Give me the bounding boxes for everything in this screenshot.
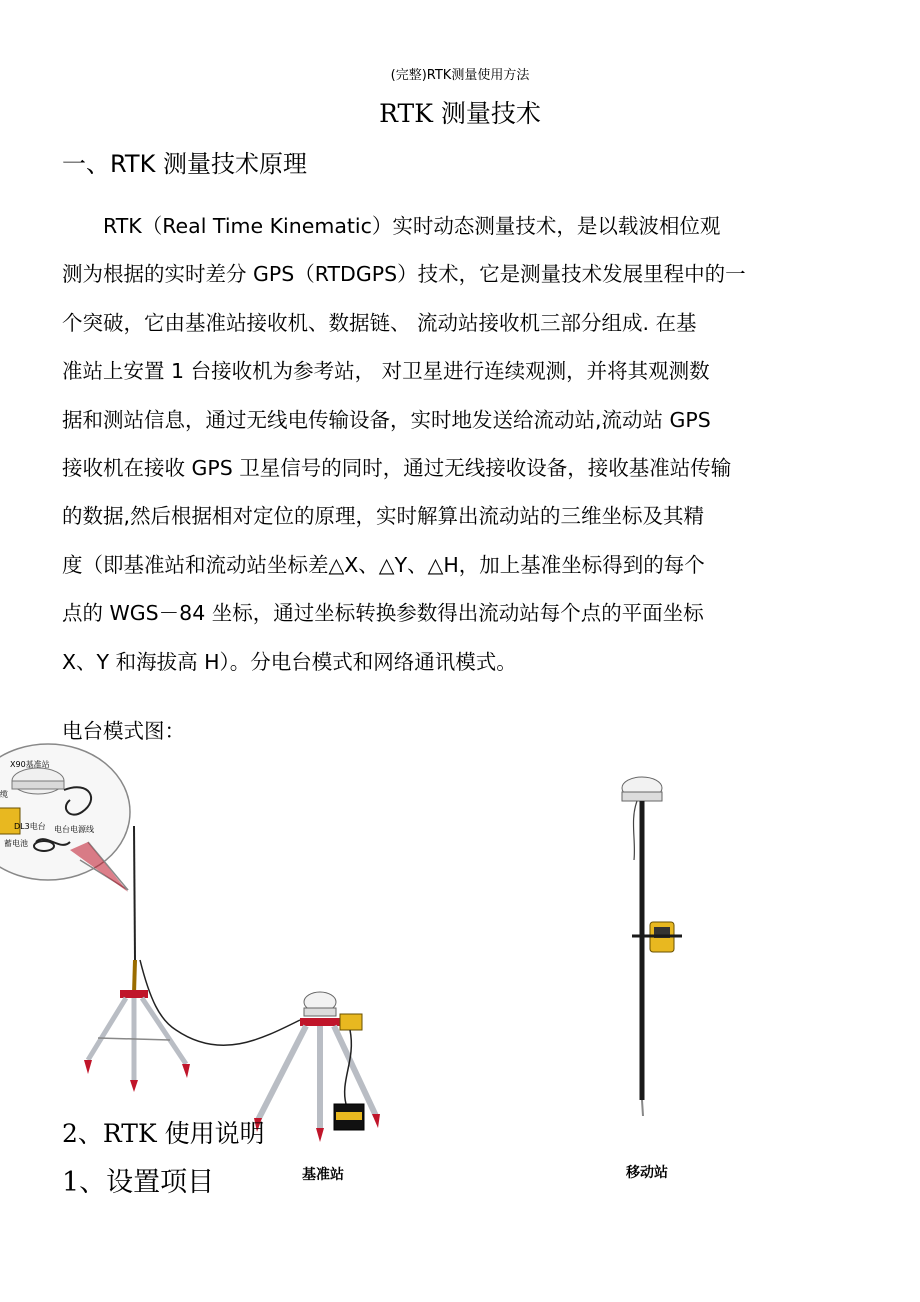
- paragraph-line: 度（即基准站和流动站坐标差△X、△Y、△H，加上基准坐标得到的每个: [62, 552, 705, 577]
- paragraph-line: 点的 WGS－84 坐标，通过坐标转换参数得出流动站每个点的平面坐标: [62, 601, 704, 626]
- paragraph-line: RTK（Real Time Kinematic）实时动态测量技术，是以载波相位观: [62, 214, 721, 238]
- rover-caption: 移动站: [626, 1165, 668, 1181]
- inset-label-radio: DL3电台: [14, 822, 46, 831]
- base-station-tripod: [254, 992, 380, 1142]
- inset-label-radio-cable: 电台电源线: [54, 825, 94, 834]
- base-radio-icon: [340, 1014, 362, 1030]
- inset-label-battery: 蓄电池: [4, 839, 28, 848]
- document-header: (完整)RTK测量使用方法: [390, 68, 530, 83]
- paragraph-line: X、Y 和海拔高 H）。分电台模式和网络通讯模式。: [62, 649, 517, 674]
- section-heading-usage: 2、RTK 使用说明: [62, 1119, 265, 1148]
- paragraph-line: 测为根据的实时差分 GPS（RTDGPS）技术，它是测量技术发展里程中的一: [62, 262, 746, 287]
- radio-mode-label: 电台模式图：: [62, 719, 185, 743]
- section-heading-setup-project: 1、设置项目: [62, 1167, 215, 1198]
- paragraph-line: 个突破，它由基准站接收机、数据链、 流动站接收机三部分组成. 在基: [62, 310, 697, 335]
- page-title: RTK 测量技术: [379, 99, 541, 128]
- inset-label-cable-fragment: 缆: [0, 790, 8, 799]
- section-heading-principle: 一、RTK 测量技术原理: [62, 150, 307, 178]
- paragraph-line: 准站上安置 1 台接收机为参考站， 对卫星进行连续观测，并将其观测数: [62, 359, 710, 384]
- rover-pole: [622, 777, 682, 1116]
- paragraph-line: 据和测站信息，通过无线电传输设备，实时地发送给流动站,流动站 GPS: [62, 407, 711, 432]
- paragraph-line: 接收机在接收 GPS 卫星信号的同时，通过无线接收设备，接收基准站传输: [62, 455, 732, 480]
- paragraph-line: 的数据,然后根据相对定位的原理，实时解算出流动站的三维坐标及其精: [62, 504, 705, 529]
- base-components-inset: [0, 744, 130, 892]
- inset-label-base: X90基准站: [10, 760, 50, 769]
- base-station-caption: 基准站: [302, 1167, 344, 1183]
